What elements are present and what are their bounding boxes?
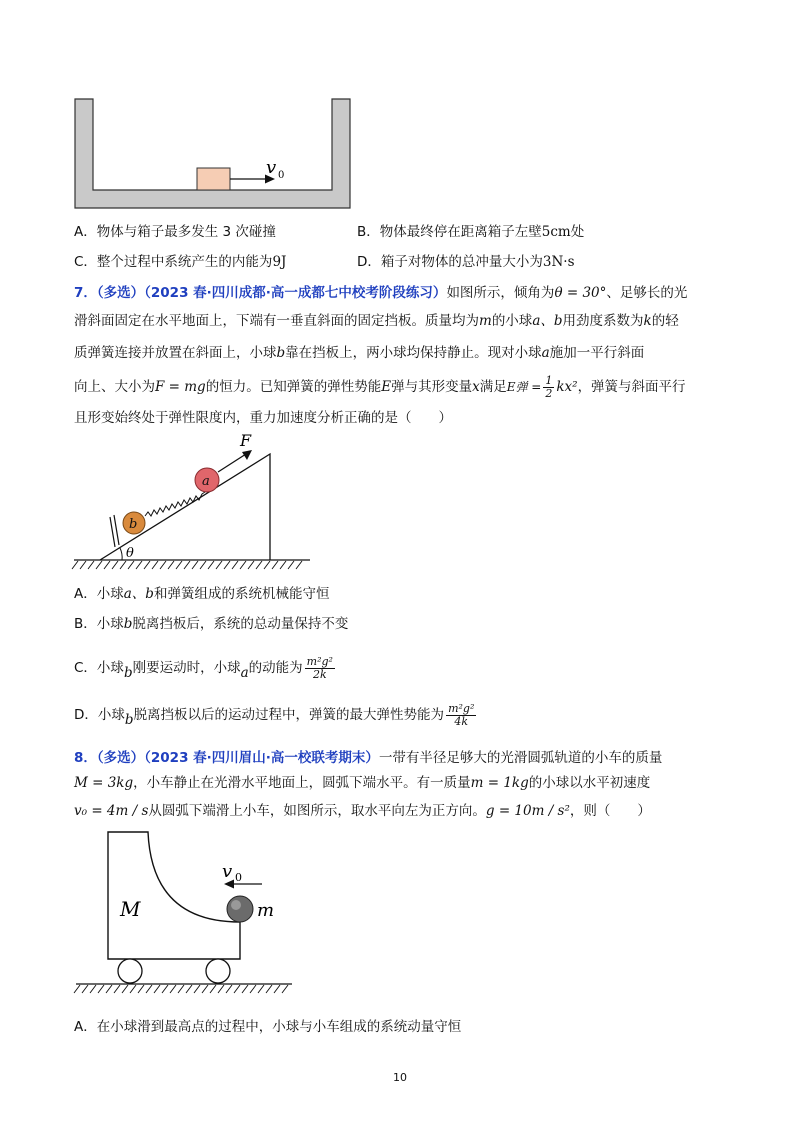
v0-sub: 0 bbox=[278, 170, 285, 181]
ball-a-label: a bbox=[202, 474, 210, 489]
q6-option-b: B．物体最终停在距离箱子左壁5cm处 bbox=[357, 224, 585, 240]
q7-line1: 7．（多选）（2023 春·四川成都·高一成都七中校考阶段练习）如图所示，倾角为θ = 30°、足够长的光 bbox=[74, 285, 688, 301]
q7-line3: 质弹簧连接并放置在斜面上，小球b靠在挡板上，两小球均保持静止。现对小球a施加一平行斜面 bbox=[74, 345, 645, 361]
v0-label: v bbox=[266, 157, 277, 178]
force-label: F bbox=[240, 431, 252, 450]
page-number: 10 bbox=[393, 1071, 407, 1084]
q7-option-a: A．小球a、b和弹簧组成的系统机械能守恒 bbox=[74, 586, 330, 602]
mass-m-label: m bbox=[257, 900, 275, 921]
q7-option-c: C．小球b刚要运动时，小球a的动能为 $\frac{\text{m²g²}}{2k}$ bbox=[74, 654, 333, 681]
theta-label: θ bbox=[126, 546, 134, 561]
q8-line2: M = 3kg，小车静止在光滑水平地面上，圆弧下端水平。有一质量m = 1kg的小球以水平初速度 bbox=[74, 775, 651, 791]
q6-option-c: C．整个过程中系统产生的内能为9J bbox=[74, 254, 287, 270]
q7-option-b: B．小球b脱离挡板后，系统的总动量保持不变 bbox=[74, 616, 349, 632]
q8-v0-label: v bbox=[222, 861, 233, 882]
q8-option-a: A．在小球滑到最高点的过程中，小球与小车组成的系统动量守恒 bbox=[74, 1019, 462, 1035]
q6-option-d: D．箱子对物体的总冲量大小为3N·s bbox=[357, 254, 575, 270]
cart-figure bbox=[70, 826, 300, 1012]
box-figure bbox=[70, 95, 360, 215]
q7-line5: 且形变始终处于弹性限度内，重力加速度分析正确的是（ ） bbox=[74, 410, 452, 426]
q8-heading: 8．（多选）（2023 春·四川眉山·高一校联考期末） bbox=[74, 750, 379, 766]
q6-option-a: A．物体与箱子最多发生 3 次碰撞 bbox=[74, 224, 276, 240]
q8-line3: v₀ = 4m / s从圆弧下端滑上小车，如图所示，取水平向左为正方向。g = 10m / s²，则（ ） bbox=[74, 803, 651, 819]
q8-v0-sub: 0 bbox=[235, 871, 242, 884]
q7-option-d: D．小球b脱离挡板以后的运动过程中，弹簧的最大弹性势能为 $\frac{\text{m²g²}}{4k}$ bbox=[74, 701, 475, 728]
ball-b-label: b bbox=[129, 517, 138, 532]
q7-line2: 滑斜面固定在水平地面上，下端有一垂直斜面的固定挡板。质量均为m的小球a、b用劲度系数为k的轻 bbox=[74, 313, 679, 329]
q7-heading: 7．（多选）（2023 春·四川成都·高一成都七中校考阶段练习） bbox=[74, 285, 447, 301]
q7-line4: 向上、大小为F = mg的恒力。已知弹簧的弹性势能E弹与其形变量x满足E弹 = $\frac{1}{2}$ kx²，弹簧与斜面平行 bbox=[74, 373, 686, 400]
q8-line1: 8．（多选）（2023 春·四川眉山·高一校联考期末）一带有半径足够大的光滑圆弧轨道的小车的质量 bbox=[74, 750, 663, 766]
incline-figure bbox=[70, 430, 320, 575]
mass-M-label: M bbox=[120, 897, 141, 921]
